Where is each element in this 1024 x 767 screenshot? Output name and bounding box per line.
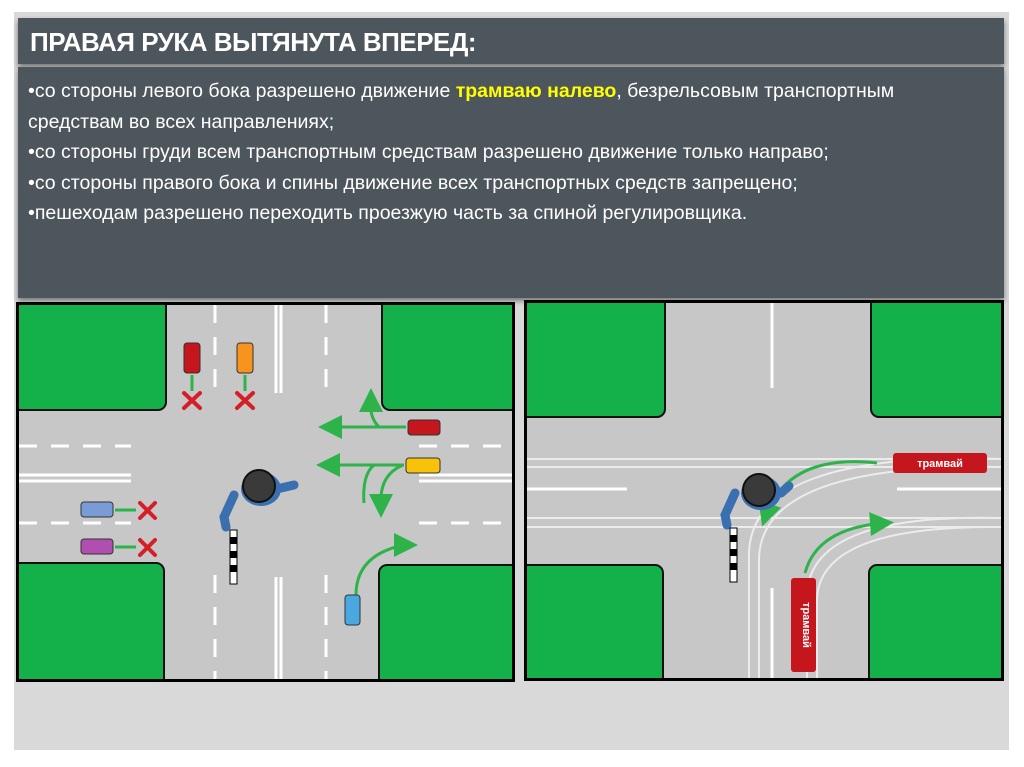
grass-block (379, 565, 512, 679)
rule-item-1 (28, 76, 988, 137)
intersection-right-svg (527, 303, 1001, 678)
grass-block (871, 303, 1001, 417)
car-orange-top (237, 343, 253, 373)
rule-item-2: •со стороны груди всем транспортным средствам разрешено движение только направо; (28, 141, 829, 163)
title-bar (18, 18, 1004, 64)
grass-block (19, 563, 164, 679)
rules-box (18, 67, 1004, 298)
car-blue-bottom (345, 595, 360, 625)
tram-horizontal-label: трамвай (917, 458, 963, 470)
rule-item-4: •пешеходам разрешено переходить проезжую часть за спиной регулировщика. (28, 202, 748, 224)
rule-1-prefix: •со стороны левого бока разрешено движение (28, 80, 456, 102)
rule-1-suffix: , безрельсовым транспортным средствам во всех направлениях; (28, 80, 895, 133)
rule-1-highlight: трамваю налево (455, 80, 617, 102)
car-yellow-right (406, 458, 440, 473)
car-red-top (184, 343, 200, 373)
grass-block (382, 305, 512, 410)
intersection-left-svg (19, 305, 512, 679)
rule-item-3: •со стороны правого бока и спины движение всех транспортных средств запрещено; (28, 171, 798, 194)
intersection-diagram-right (524, 300, 1004, 681)
tram-vertical-label: трамвай (800, 602, 812, 648)
intersection-diagram-left (16, 302, 515, 682)
car-purple-left (81, 539, 113, 554)
car-red-right (408, 420, 440, 435)
rules-list (28, 76, 988, 229)
grass-block (869, 565, 1001, 678)
grass-block (527, 565, 663, 678)
slide-title: ПРАВАЯ РУКА ВЫТЯНУТА ВПЕРЕД: (30, 27, 477, 57)
car-blue-left (81, 502, 113, 517)
grass-block (527, 303, 665, 417)
grass-block (19, 305, 166, 410)
